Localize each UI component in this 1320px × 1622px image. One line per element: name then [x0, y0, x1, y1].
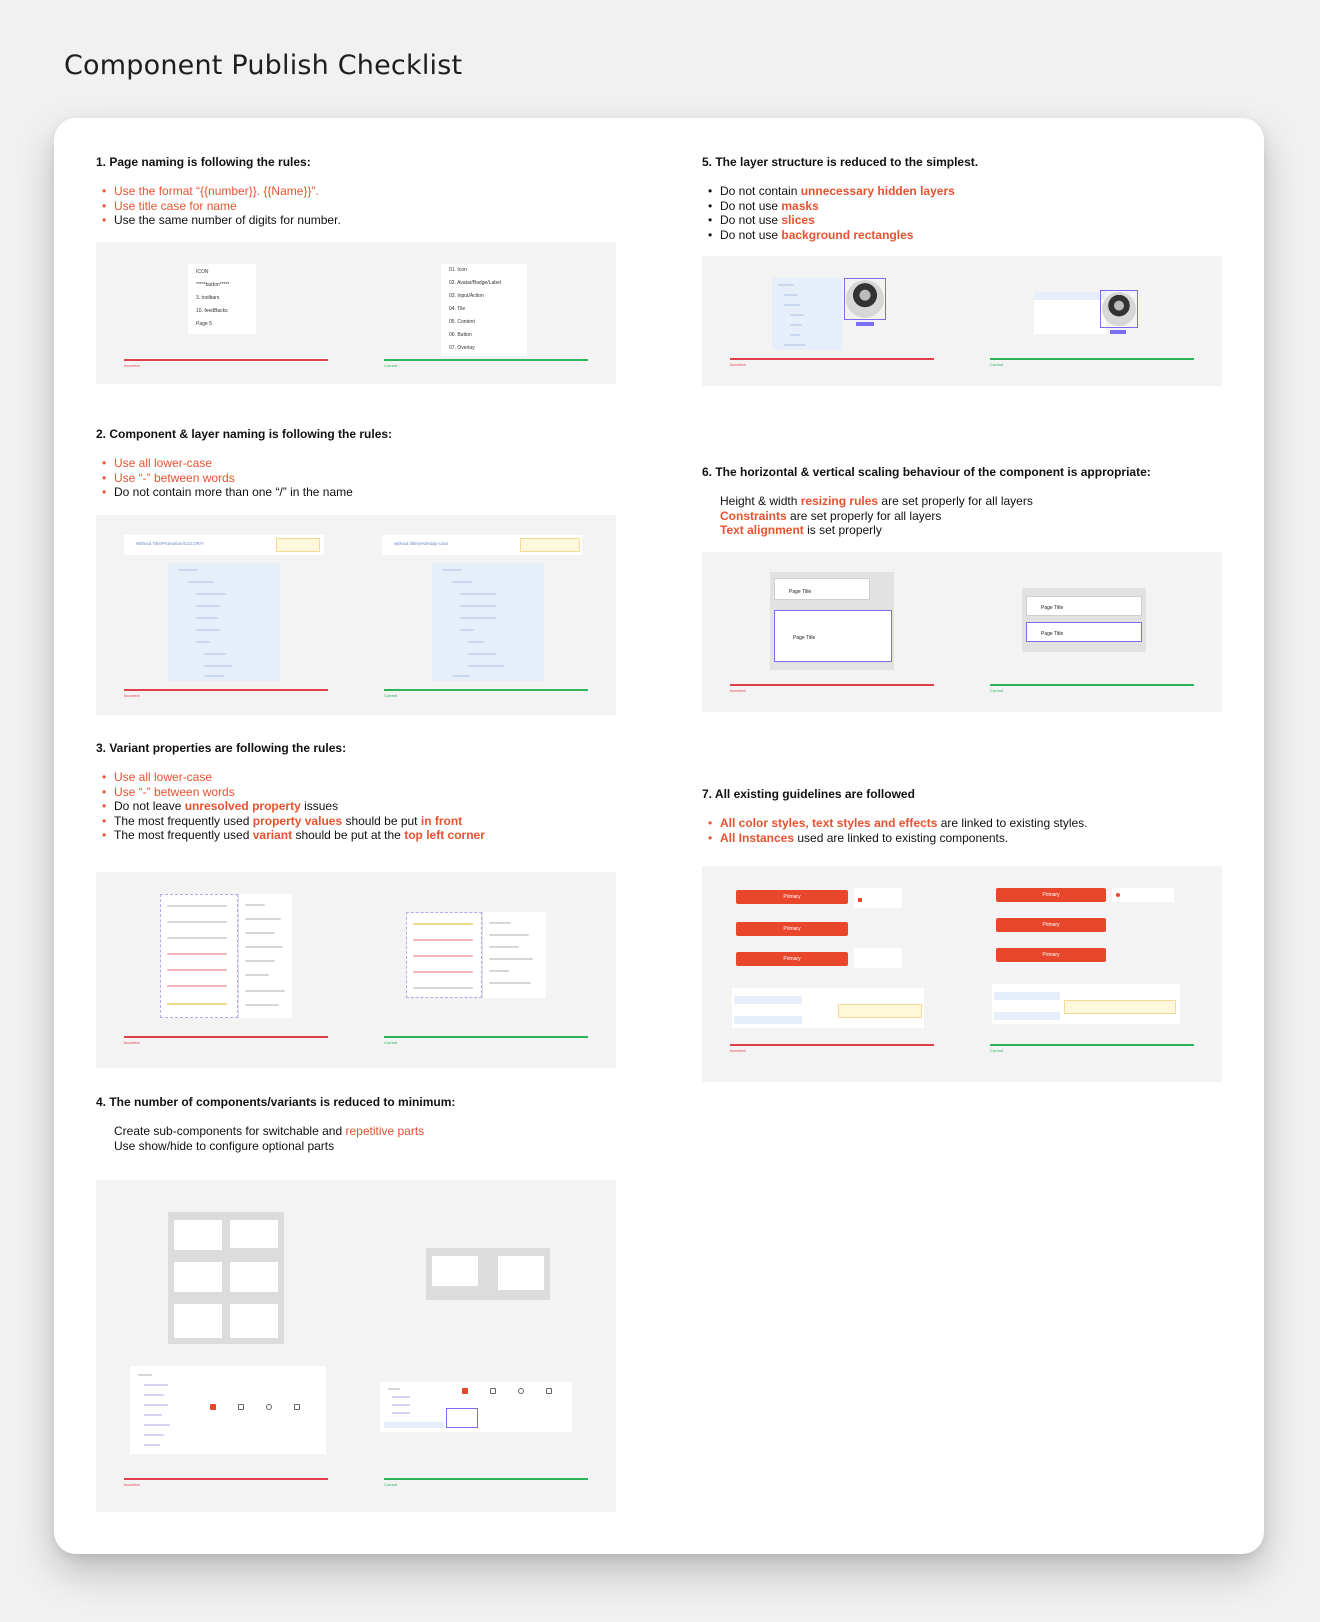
incorrect-divider	[124, 1036, 328, 1038]
header-small: Page Title	[1026, 596, 1142, 616]
example-panel	[702, 552, 1222, 712]
rule-item: • Use all lower-case	[96, 456, 616, 471]
correct-label: Correct	[990, 362, 1004, 367]
section-scaling-behaviour	[702, 464, 1242, 538]
rule-item: • Do not use masks	[702, 199, 1222, 214]
page-name: 3. toolbars	[196, 295, 220, 301]
correct-divider	[990, 1044, 1194, 1046]
section-heading: 6. The horizontal & vertical scaling behaviour of the component is appropriate:	[702, 465, 1151, 479]
rule-item: Use show/hide to configure optional parts	[114, 1138, 335, 1153]
section-heading: 3. Variant properties are following the rules:	[96, 741, 347, 755]
rule-item: • Do not leave unresolved property issues	[96, 799, 636, 814]
correct-label: Correct	[384, 1040, 398, 1045]
fill-style-panel	[1112, 888, 1174, 902]
incorrect-divider	[730, 1044, 934, 1046]
incorrect-divider	[124, 1478, 328, 1480]
section-layer-structure	[702, 154, 1222, 242]
example-panel	[96, 1180, 616, 1512]
primary-button: Primary	[736, 922, 848, 936]
section-guidelines	[702, 786, 1242, 845]
incorrect-instance-example	[732, 988, 924, 1028]
correct-divider	[384, 689, 588, 691]
primary-button: Primary	[996, 888, 1106, 902]
incorrect-pages-list	[188, 264, 256, 334]
tab-icon	[490, 1388, 496, 1394]
correct-pages-list	[441, 264, 527, 356]
correct-variants-frame	[406, 912, 482, 998]
primary-button: Primary	[996, 948, 1106, 962]
page-name: 07. Overlay	[449, 345, 475, 351]
correct-instance-example	[992, 984, 1180, 1024]
page-name: ICON	[196, 269, 209, 275]
section-heading: 2. Component & layer naming is following the rules:	[96, 427, 393, 441]
correct-label: Correct	[384, 363, 398, 368]
header-small: Page Title	[774, 578, 870, 600]
rule-item: • The most frequently used property values should be put in front	[96, 814, 636, 829]
incorrect-component-name: Without Title/Promotion/COLOR/Y	[124, 535, 324, 555]
correct-divider	[384, 359, 588, 361]
incorrect-divider	[124, 689, 328, 691]
tip-preview	[520, 538, 580, 552]
message-icon	[546, 1388, 552, 1394]
rule-item: • Do not contain more than one “/” in the name	[96, 485, 616, 500]
correct-variants-grid	[426, 1248, 550, 1300]
size-chip	[1110, 330, 1126, 334]
page-name: 03. Input/Action	[449, 293, 484, 299]
incorrect-label: Incorrect	[730, 688, 746, 693]
rule-item: • Use “-” between words	[96, 785, 636, 800]
rule-item: Height & width resizing rules are set properly for all layers	[720, 494, 1033, 508]
user-icon	[518, 1388, 524, 1394]
primary-button: Primary	[736, 952, 848, 966]
rule-item: • Use the same number of digits for number.	[96, 213, 616, 228]
example-panel	[96, 872, 616, 1068]
page-name: 10. feedBacks	[196, 308, 228, 314]
rule-item: • Do not use background rectangles	[702, 228, 1222, 243]
page-name: 01. Icon	[449, 267, 467, 273]
incorrect-variants-grid	[168, 1212, 284, 1344]
section-layer-naming	[96, 426, 616, 500]
section-page-naming	[96, 154, 616, 228]
section-heading: 5. The layer structure is reduced to the simplest.	[702, 155, 979, 169]
tip-preview	[1064, 1000, 1176, 1014]
incorrect-divider	[124, 359, 328, 361]
home-icon	[462, 1388, 468, 1394]
correct-label: Correct	[384, 693, 398, 698]
incorrect-label: Incorrect	[124, 363, 140, 368]
rule-item: • Use title case for name	[96, 199, 616, 214]
checklist-card	[54, 118, 1264, 1554]
incorrect-layer-tree	[772, 278, 842, 350]
incorrect-layer-tree	[168, 563, 280, 681]
section-heading: 1. Page naming is following the rules:	[96, 155, 311, 169]
rule-item: Create sub-components for switchable and repetitive parts	[114, 1124, 425, 1138]
correct-component-name: without title/yesterday-color	[382, 535, 582, 555]
correct-label: Correct	[384, 1482, 398, 1487]
correct-header-frames	[1022, 588, 1146, 652]
tip-preview	[838, 1004, 922, 1018]
correct-layer-tree	[1034, 292, 1106, 334]
selection-frame	[1100, 290, 1138, 328]
incorrect-tab-bar-component	[130, 1366, 326, 1454]
rule-item: Constraints are set properly for all layers	[720, 508, 942, 523]
fill-style-panel	[854, 948, 902, 968]
example-panel	[96, 242, 616, 384]
rule-item: • All Instances used are linked to existing components.	[702, 831, 1242, 846]
incorrect-variants-frame	[160, 894, 238, 1018]
tab-icon	[238, 1404, 244, 1410]
page-name: 04. Tile	[449, 306, 466, 312]
page-name: Page 5	[196, 321, 212, 327]
incorrect-label: Incorrect	[124, 1040, 140, 1045]
correct-tab-bar-component	[380, 1382, 572, 1432]
page-name: 06. Button	[449, 332, 472, 338]
page-title: Component Publish Checklist	[64, 50, 463, 81]
rule-item: • All color styles, text styles and effects are linked to existing styles.	[702, 816, 1242, 831]
incorrect-label: Incorrect	[124, 693, 140, 698]
rule-item: • Do not use slices	[702, 213, 1222, 228]
primary-button: Primary	[996, 918, 1106, 932]
example-panel	[702, 256, 1222, 386]
primary-button: Primary	[736, 890, 848, 904]
correct-properties-panel	[482, 912, 546, 998]
correct-divider	[990, 684, 1194, 686]
section-heading: 7. All existing guidelines are followed	[702, 787, 915, 801]
rule-item: • Do not contain unnecessary hidden layers	[702, 184, 1222, 199]
incorrect-label: Incorrect	[124, 1482, 140, 1487]
incorrect-divider	[730, 358, 934, 360]
incorrect-label: Incorrect	[730, 1048, 746, 1053]
page-name: 02. Avatar/Badge/Label	[449, 280, 501, 286]
selection-frame	[844, 278, 886, 320]
correct-label: Correct	[990, 1048, 1004, 1053]
size-chip	[856, 322, 874, 326]
incorrect-label: Incorrect	[730, 362, 746, 367]
correct-label: Correct	[990, 688, 1004, 693]
fill-style-panel	[854, 888, 902, 908]
page-name: *****button*****	[196, 282, 230, 288]
page-name: 05. Content	[449, 319, 475, 325]
rule-item: • Use all lower-case	[96, 770, 636, 785]
section-reduce-components	[96, 1094, 636, 1153]
correct-layer-tree	[432, 563, 544, 681]
home-icon	[210, 1404, 216, 1410]
example-panel	[96, 515, 616, 715]
message-icon	[294, 1404, 300, 1410]
user-icon	[266, 1404, 272, 1410]
header-large: Page Title	[1026, 622, 1142, 642]
correct-divider	[384, 1036, 588, 1038]
rule-item: Text alignment is set properly	[720, 523, 882, 538]
correct-divider	[990, 358, 1194, 360]
section-variant-properties	[96, 740, 636, 843]
correct-divider	[384, 1478, 588, 1480]
example-panel	[702, 866, 1222, 1082]
selection-frame	[446, 1408, 478, 1428]
incorrect-header-frames	[770, 572, 894, 670]
rule-item: • The most frequently used variant should be put at the top left corner	[96, 828, 636, 843]
incorrect-properties-panel	[238, 894, 292, 1018]
section-heading: 4. The number of components/variants is reduced to minimum:	[96, 1095, 456, 1109]
header-large: Page Title	[774, 610, 892, 662]
rule-item: • Use “-” between words	[96, 471, 616, 486]
tip-preview	[276, 538, 320, 552]
rule-item: • Use the format “{{number}}. {{Name}}”.	[96, 184, 616, 199]
incorrect-divider	[730, 684, 934, 686]
